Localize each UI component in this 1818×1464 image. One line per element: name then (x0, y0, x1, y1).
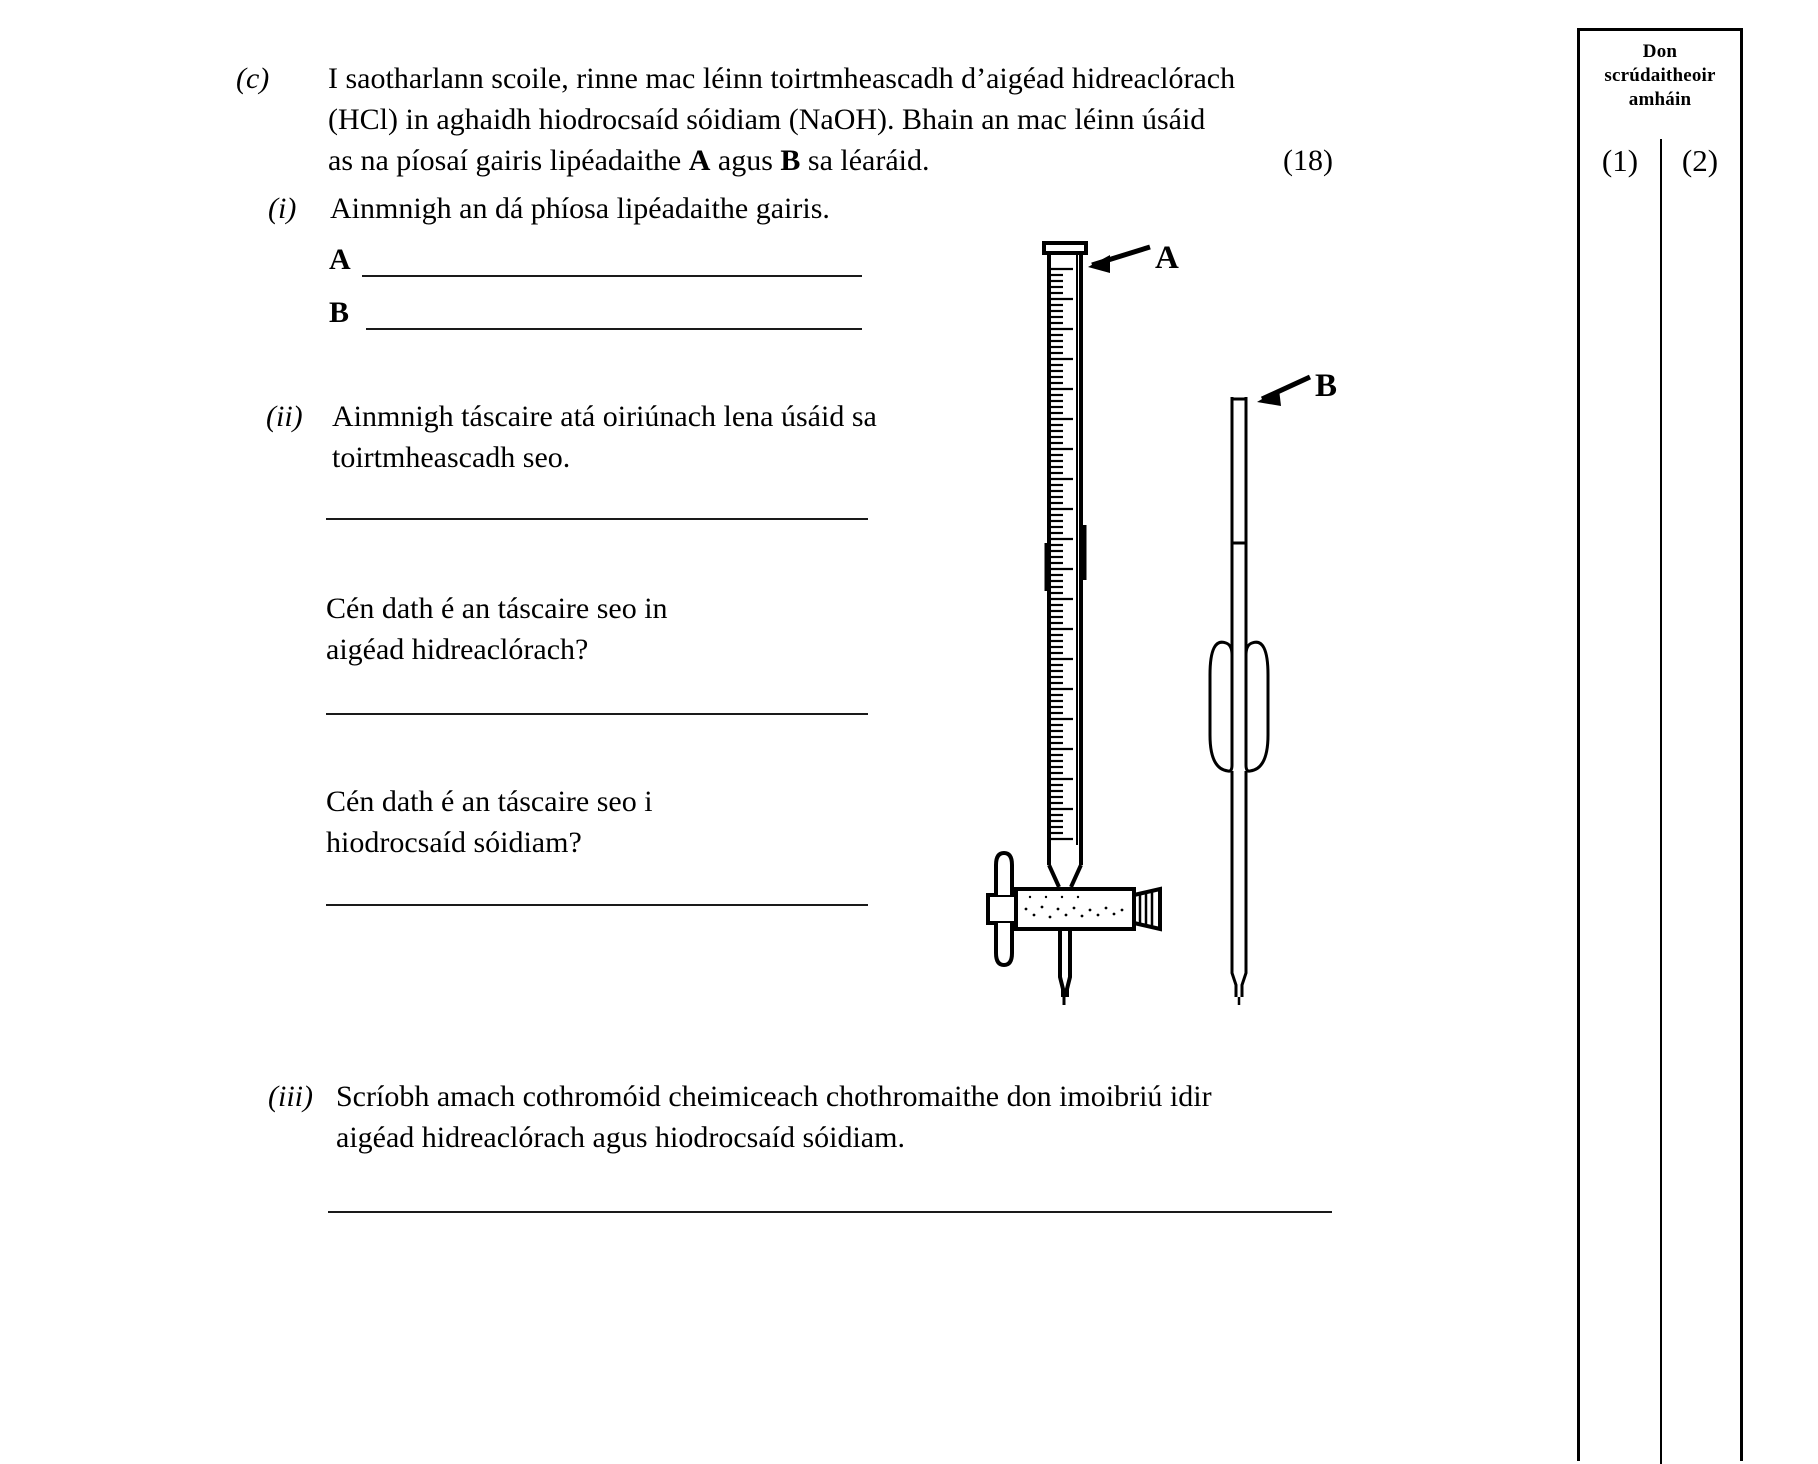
examiner-column-2-number: (2) (1681, 143, 1719, 178)
examiner-use-box (1577, 28, 1743, 1461)
sub-marker-i: (i) (268, 192, 297, 225)
examiner-column-1[interactable] (1580, 131, 1660, 1464)
apparatus-svg (960, 225, 1360, 1015)
examiner-title-line-1: Don (1642, 41, 1678, 62)
part-c-text (328, 58, 1338, 181)
examiner-column-2[interactable] (1660, 131, 1740, 1464)
sub-question-ii (266, 396, 966, 478)
part-c-line-3 (328, 140, 1338, 181)
colour-question-acid (326, 588, 926, 670)
answer-line-b[interactable] (366, 328, 862, 330)
sub-iii-line-2: aigéad hidreaclórach agus hiodrocsaíd sóidiam. (336, 1121, 905, 1154)
answer-line-acid-colour[interactable] (326, 713, 868, 715)
answer-line-a[interactable] (362, 275, 862, 277)
examiner-box-title (1580, 31, 1740, 112)
part-c-label-b: B (780, 144, 801, 177)
colour-question-base-line-2: hiodrocsaíd sóidiam? (326, 826, 582, 859)
examiner-column-1-number: (1) (1601, 143, 1639, 178)
colour-question-base (326, 781, 926, 863)
part-c-line-3c: sa léaráid. (800, 144, 930, 177)
part-c-line-3a: as na píosaí gairis lipéadaithe (328, 144, 689, 177)
colour-question-acid-line-1: Cén dath é an táscaire seo in (326, 592, 668, 625)
answer-label-b: B (329, 296, 350, 329)
part-c-label-a: A (688, 144, 711, 177)
diagram-label-b: B (1315, 368, 1338, 404)
answer-line-equation[interactable] (328, 1211, 1332, 1213)
pipette-graphic (1210, 397, 1268, 1005)
sub-iii-text (336, 1076, 1326, 1158)
answer-line-base-colour[interactable] (326, 904, 868, 906)
colour-question-acid-line-2: aigéad hidreaclórach? (326, 633, 589, 666)
answer-label-a: A (329, 243, 351, 276)
burette-graduations (1051, 269, 1073, 839)
sub-question-i (268, 188, 1268, 229)
apparatus-diagram (960, 225, 1360, 1015)
marks-allocation: (18) (1283, 144, 1333, 177)
examiner-columns (1580, 131, 1740, 1464)
sub-i-text: Ainmnigh an dá phíosa lipéadaithe gairis. (330, 192, 830, 225)
part-marker-c: (c) (236, 62, 270, 95)
pointer-arrow-a (1088, 247, 1150, 273)
pointer-arrow-b (1257, 377, 1310, 406)
burette-graphic (988, 243, 1160, 1005)
sub-marker-iii: (iii) (268, 1080, 313, 1113)
part-c-line-1: I saotharlann scoile, rinne mac léinn toirtmheascadh d’aigéad hidreaclórach (328, 62, 1236, 95)
sub-marker-ii: (ii) (266, 400, 303, 433)
sub-ii-text (332, 396, 952, 478)
answer-line-indicator[interactable] (326, 518, 868, 520)
sub-question-iii (268, 1076, 1328, 1158)
diagram-label-a: A (1155, 240, 1179, 276)
examiner-title-line-3: amháin (1628, 89, 1692, 110)
sub-iii-line-1: Scríobh amach cothromóid cheimiceach chothromaithe don imoibriú idir (336, 1080, 1212, 1113)
sub-ii-line-2: toirtmheascadh seo. (332, 441, 571, 474)
examiner-title-line-2: scrúdaitheoir (1604, 65, 1716, 86)
part-c-line-2: (HCl) in aghaidh hiodrocsaíd sóidiam (NaOH). Bhain an mac léinn úsáid (328, 103, 1206, 136)
sub-ii-line-1: Ainmnigh táscaire atá oiriúnach lena úsáid sa (332, 400, 877, 433)
colour-question-base-line-1: Cén dath é an táscaire seo i (326, 785, 653, 818)
question-part-c (236, 58, 1346, 181)
part-c-line-3b: agus (710, 144, 781, 177)
